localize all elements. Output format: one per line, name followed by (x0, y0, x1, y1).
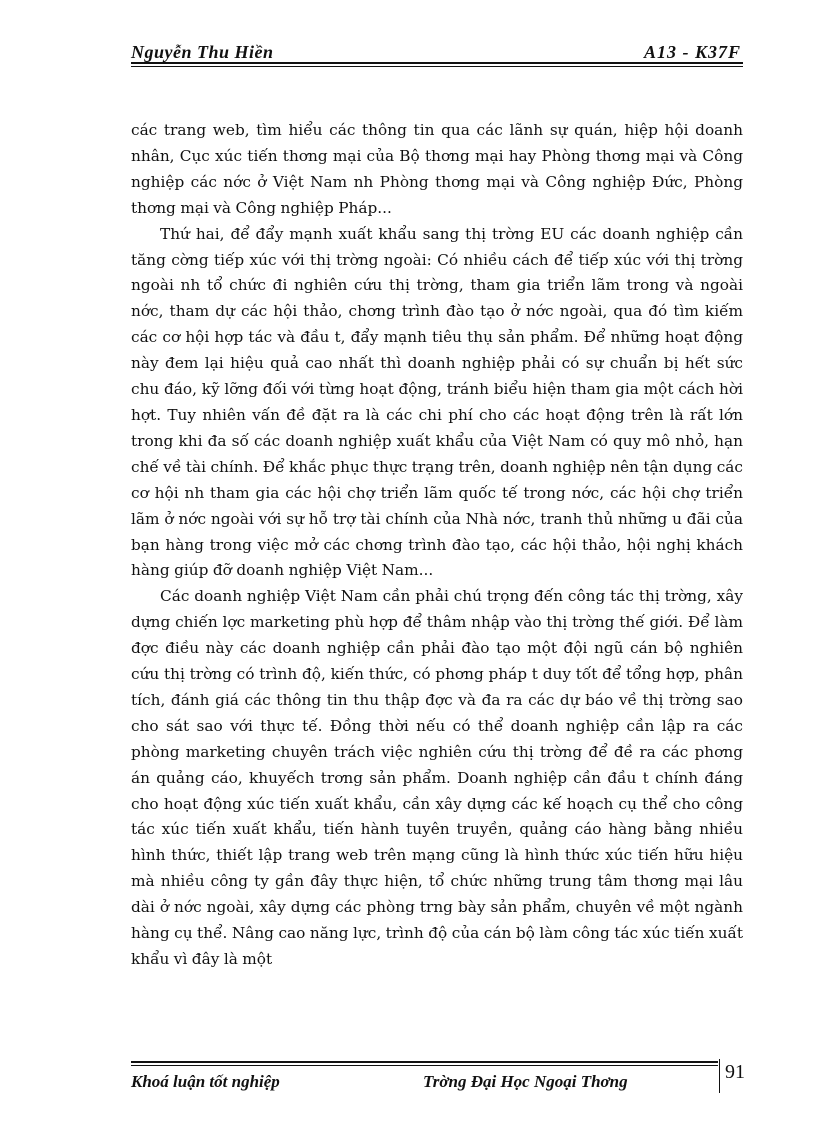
paragraph-2: Thứ hai, để đẩy mạnh xuất khẩu sang thị trờng EU các doanh nghiệp cần tăng cờng tiếp xúc với thị trờng ngoài: Có nhiều cách để tiếp xúc với thị trờng ngoài nh tổ chức đi nghiên cứu thị trờng, tham gia triển lãm trong và ngoài nớc, tham dự các hội thảo, chơng trình đào tạo ở nớc ngoài, qua đó tìm kiếm các cơ hội hợp tác và đầu t, đẩy mạnh tiêu thụ sản phẩm. Để những hoạt động này đem lại hiệu quả cao nhất thì doanh nghiệp phải có sự chuẩn bị hết sức chu đáo, kỹ lỡng đối với từng hoạt động, tránh biểu hiện tham gia một cách hời hợt. Tuy nhiên vấn đề đặt ra là các chi phí cho các hoạt động trên là rất lớn trong khi đa số các doanh nghiệp xuất khẩu của Việt Nam có quy mô nhỏ, hạn chế về tài chính. Để khắc phục thực trạng trên, doanh nghiệp nên tận dụng các cơ hội nh tham gia các hội chợ triển lãm quốc tế trong nớc, các hội chợ triển lãm ở nớc ngoài với sự hỗ trợ tài chính của Nhà nớc, tranh thủ những u đãi của bạn hàng trong việc mở các chơng trình đào tạo, các hội thảo, hội nghị khách hàng giúp đỡ doanh nghiệp Việt Nam... (131, 224, 743, 580)
page-number: 91 (725, 1061, 745, 1083)
footer-thesis-label: Khoá luận tốt nghiệp (131, 1072, 280, 1091)
header-rule-thick (131, 62, 743, 64)
header-author: Nguyễn Thu Hiền (131, 42, 274, 62)
page-footer (131, 1055, 743, 1095)
footer-rule-thick (131, 1061, 718, 1063)
footer-divider (719, 1059, 720, 1093)
footer-rule-thin (131, 1065, 718, 1066)
page-header (131, 38, 743, 68)
footer-university: Trờng Đại Học Ngoại Thơng (423, 1072, 628, 1091)
page-body (131, 118, 743, 973)
paragraph-3: Các doanh nghiệp Việt Nam cần phải chú trọng đến công tác thị trờng, xây dựng chiến lợc marketing phù hợp để thâm nhập vào thị trờng thế giới. Để làm đợc điều này các doanh nghiệp cần phải đào tạo một đội ngũ cán bộ nghiên cứu thị trờng có trình độ, kiến thức, có phơng pháp t duy tốt để tổng hợp, phân tích, đánh giá các thông tin thu thập đợc và đa ra các dự báo về thị trờng sao cho sát sao với thực tế. Đồng thời nếu có thể doanh nghiệp cần lập ra các phòng marketing chuyên trách việc nghiên cứu thị trờng để đề ra các phơng án quảng cáo, khuyếch trơng sản phẩm. Doanh nghiệp cần đầu t chính đáng cho hoạt động xúc tiến xuất khẩu, cần xây dựng các kế hoạch cụ thể cho công tác xúc tiến xuất khẩu, tiến hành tuyên truyền, quảng cáo hàng bằng nhiều hình thức, thiết lập trang web trên mạng cũng là hình thức xúc tiến hữu hiệu mà nhiều công ty gần đây thực hiện, tổ chức những trung tâm thơng mại lâu dài ở nớc ngoài, xây dựng các phòng trng bày sản phẩm, chuyên về một ngành hàng cụ thể. Nâng cao năng lực, trình độ của cán bộ làm công tác xúc tiến xuất khẩu vì đây là một (131, 587, 743, 968)
header-class-code: A13 - K37F (643, 42, 741, 62)
header-rule-thin (131, 66, 743, 67)
paragraph-1: các trang web, tìm hiểu các thông tin qua các lãnh sự quán, hiệp hội doanh nhân, Cục xúc tiến thơng mại của Bộ thơng mại hay Phòng thơng mại và Công nghiệp các nớc ở Việt Nam nh Phòng thơng mại và Công nghiệp Đức, Phòng thơng mại và Công nghiệp Pháp... (131, 121, 743, 217)
